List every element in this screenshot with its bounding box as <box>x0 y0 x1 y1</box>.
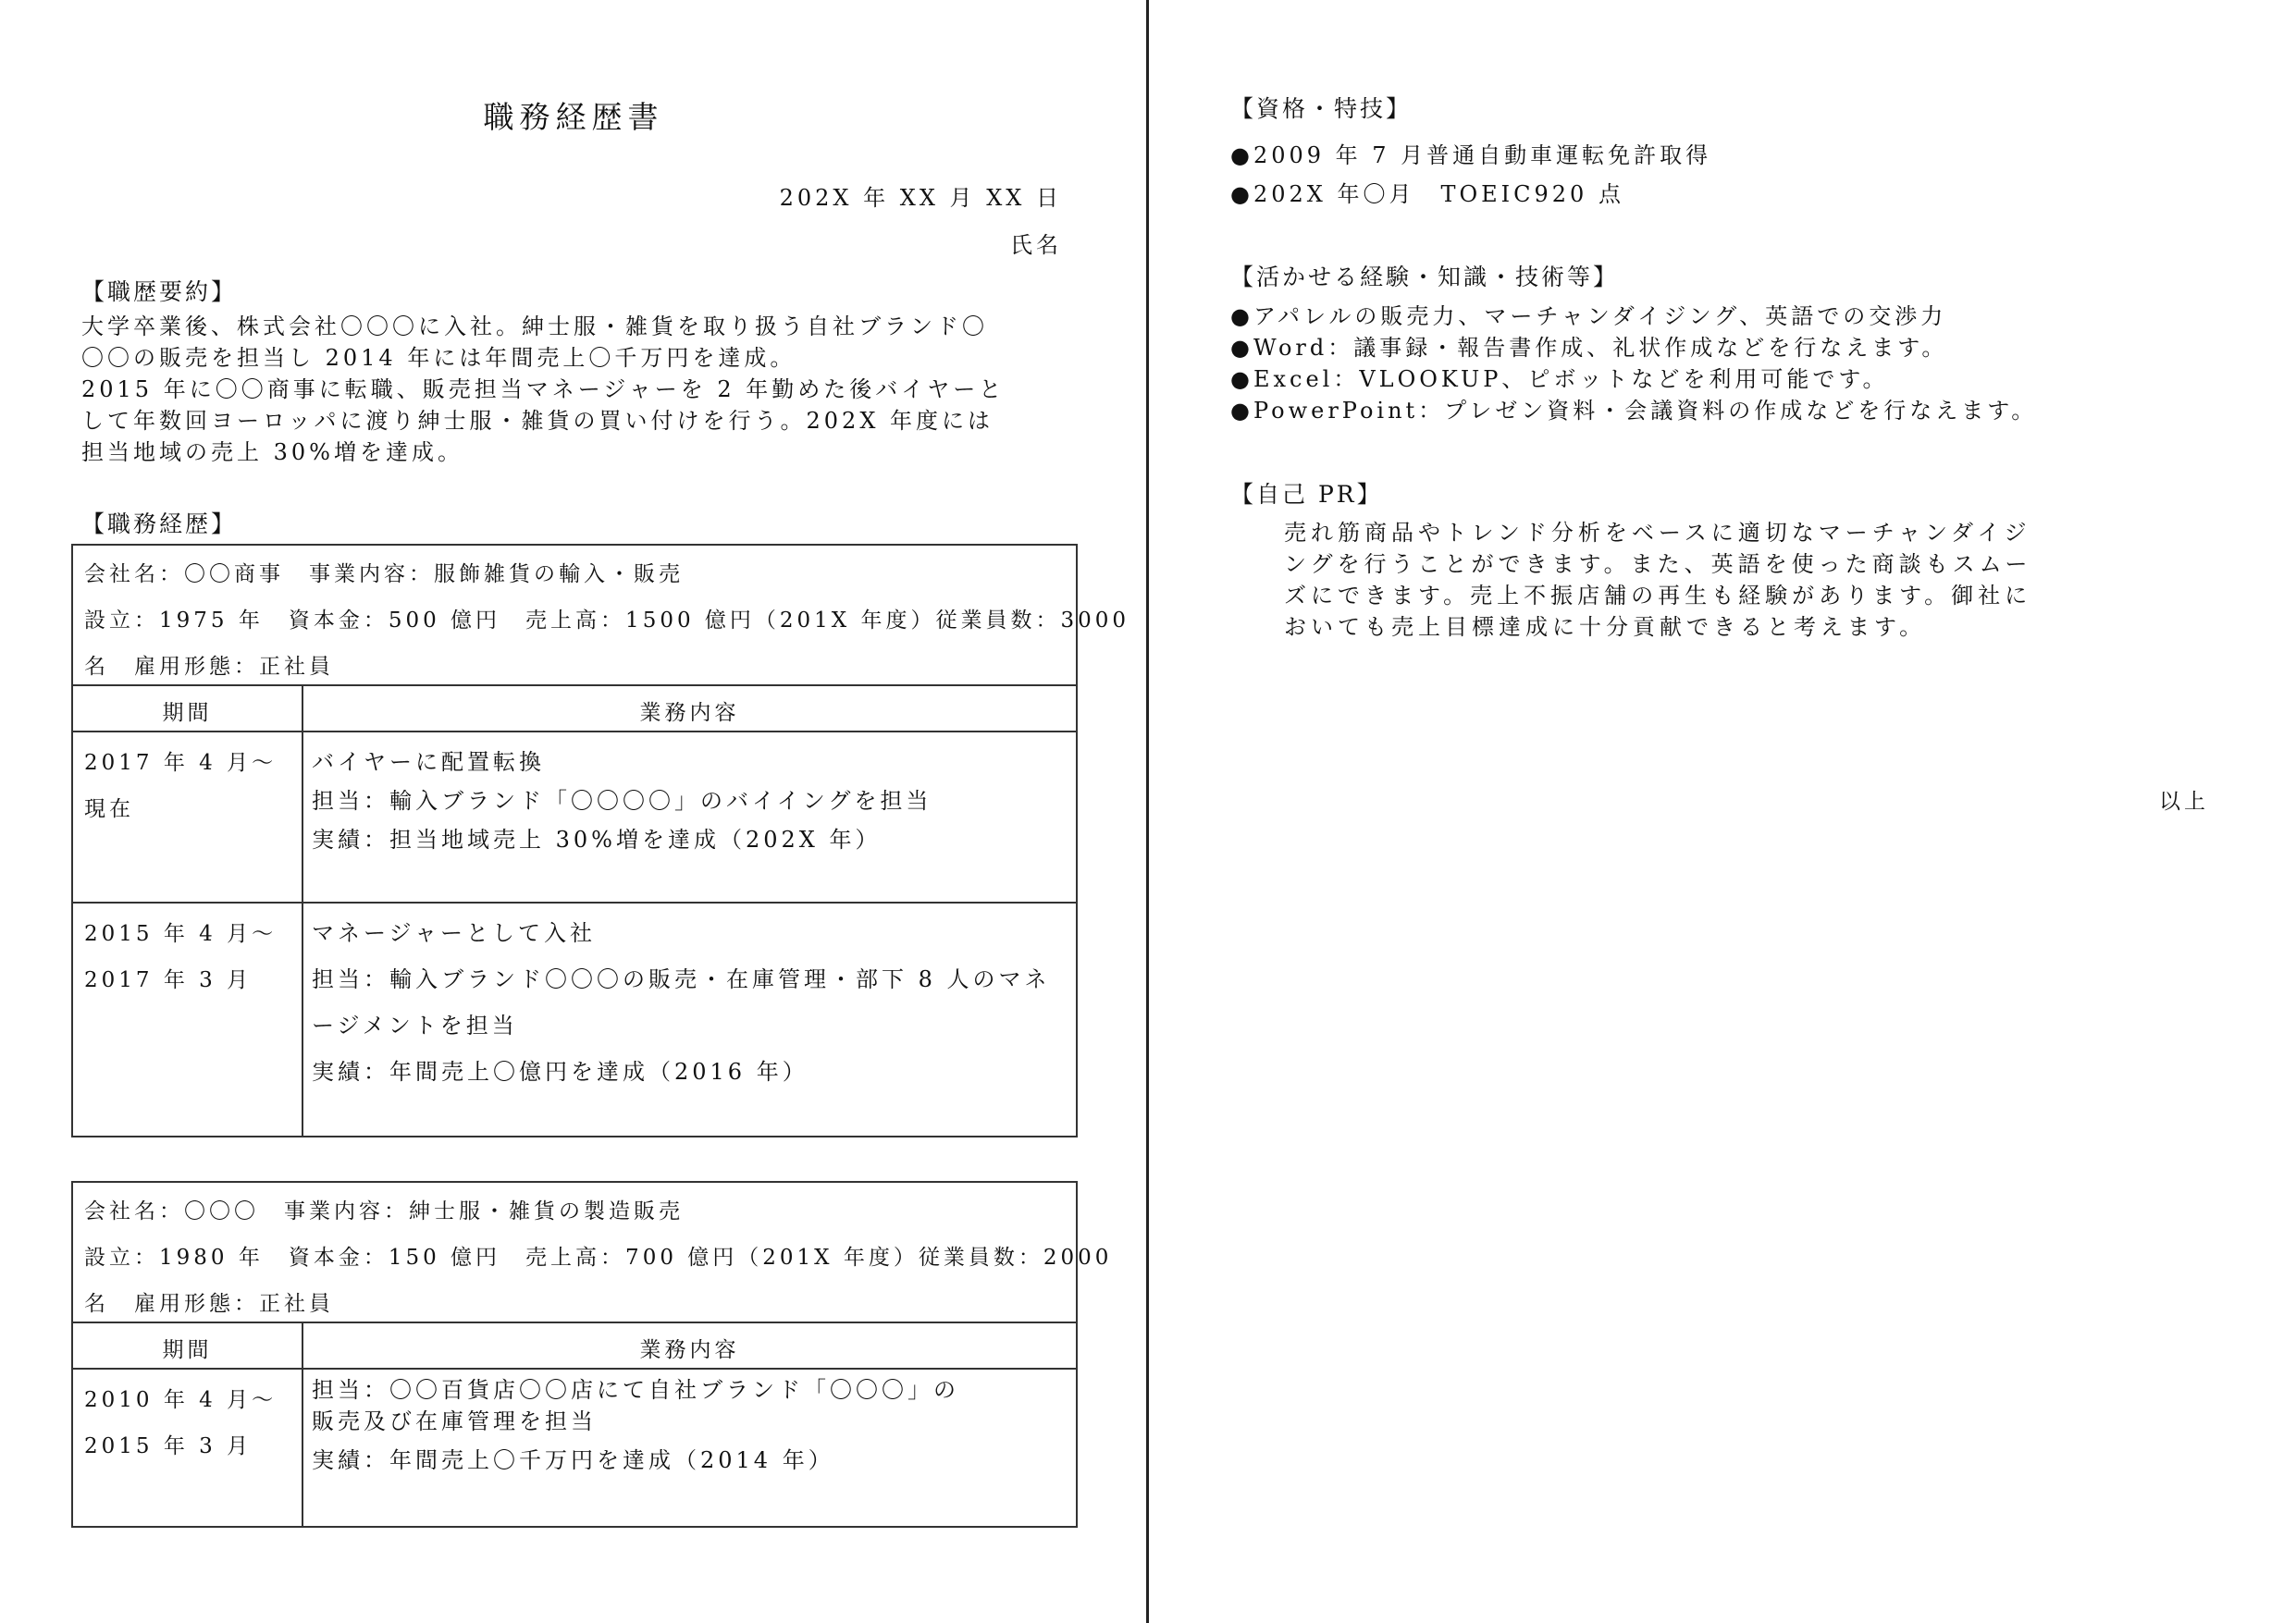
period-line: 2017 年 4 月～ <box>84 751 278 775</box>
skill-item: ●Excel：VLOOKUP、ピボットなどを利用可能です。 <box>1230 366 1889 392</box>
period-line: 2010 年 4 月～ <box>84 1388 278 1412</box>
content-line: 実績：年間売上〇千万円を達成（2014 年） <box>312 1447 834 1473</box>
period-header: 期間 <box>162 701 213 725</box>
period-header: 期間 <box>162 1338 213 1362</box>
content-line: マネージャーとして入社 <box>312 920 597 946</box>
summary-line: 〇〇の販売を担当し 2014 年には年間売上〇千万円を達成。 <box>81 345 796 371</box>
table-divider <box>73 731 1076 732</box>
content-header: 業務内容 <box>639 1338 740 1362</box>
company-info-line: 名 雇用形態：正社員 <box>84 655 334 679</box>
content-line: 販売及び在庫管理を担当 <box>312 1408 597 1434</box>
qualification-item: ●2009 年 7 月普通自動車運転免許取得 <box>1230 142 1712 168</box>
column-divider <box>302 684 303 1136</box>
period-line: 2017 年 3 月 <box>84 968 253 992</box>
company-info-line: 会社名：〇〇〇 事業内容：紳士服・雑貨の製造販売 <box>84 1199 684 1223</box>
company-info-line: 名 雇用形態：正社員 <box>84 1292 334 1316</box>
document-title: 職務経歴書 <box>483 99 664 135</box>
summary-paragraph <box>81 311 1062 468</box>
name-label: 氏名 <box>1010 232 1062 258</box>
skill-item: ●アパレルの販売力、マーチャンダイジング、英語での交渉力 <box>1230 303 1947 329</box>
content-line: 担当：輸入ブランド「〇〇〇〇」のバイイングを担当 <box>312 788 932 814</box>
company-info-line: 設立：1980 年 資本金：150 億円 売上高：700 億円（201X 年度）従業員数：2000 <box>84 1246 1113 1270</box>
skill-item: ●PowerPoint：プレゼン資料・会議資料の作成などを行なえます。 <box>1230 398 2038 424</box>
content-line: 担当：〇〇百貨店〇〇店にて自社ブランド「〇〇〇」の <box>312 1377 959 1403</box>
table-divider <box>73 1368 1076 1370</box>
summary-line: して年数回ヨーロッパに渡り紳士服・雑貨の買い付けを行う。202X 年度には <box>81 408 994 434</box>
period-line: 現在 <box>84 797 134 821</box>
company-info-line: 設立：1975 年 資本金：500 億円 売上高：1500 億円（201X 年度）従業員数：3000 <box>84 609 1130 633</box>
qualification-item: ●202X 年〇月 TOEIC920 点 <box>1230 181 1624 207</box>
table-divider <box>73 1322 1076 1323</box>
content-header: 業務内容 <box>639 701 740 725</box>
self-pr-line: ズにできます。売上不振店舗の再生も経験があります。御社に <box>1284 583 2032 609</box>
document-date: 202X 年 XX 月 XX 日 <box>779 185 1062 211</box>
career-heading: 【職務経歴】 <box>81 510 238 537</box>
left-page <box>0 0 1147 1623</box>
company-table <box>71 544 1130 1137</box>
self-pr-line: おいても売上目標達成に十分貢献できると考えます。 <box>1284 614 1927 640</box>
content-line: バイヤーに配置転換 <box>312 749 545 775</box>
skills-heading: 【活かせる経験・知識・技術等】 <box>1230 264 1620 290</box>
table-divider <box>73 902 1076 904</box>
content-line: 実績：担当地域売上 30%増を達成（202X 年） <box>312 827 882 853</box>
content-line: 実績：年間売上〇億円を達成（2016 年） <box>312 1059 809 1085</box>
self-pr-line: 売れ筋商品やトレンド分析をベースに適切なマーチャンダイジ <box>1284 520 2031 546</box>
self-pr-heading: 【自己 PR】 <box>1230 481 1383 508</box>
summary-line: 担当地域の売上 30%増を達成。 <box>81 439 463 465</box>
qualifications-heading: 【資格・特技】 <box>1230 95 1413 122</box>
table-divider <box>73 684 1076 686</box>
period-line: 2015 年 3 月 <box>84 1434 253 1458</box>
summary-line: 2015 年に〇〇商事に転職、販売担当マネージャーを 2 年勤めた後バイヤーと <box>81 376 1006 402</box>
closing-text: 以上 <box>2159 790 2209 814</box>
company-info-line: 会社名：〇〇商事 事業内容：服飾雑貨の輸入・販売 <box>84 562 684 586</box>
skill-item: ●Word：議事録・報告書作成、礼状作成などを行なえます。 <box>1230 335 1948 361</box>
period-line: 2015 年 4 月～ <box>84 922 278 946</box>
company-table <box>71 1181 1113 1528</box>
content-line: ージメントを担当 <box>312 1013 518 1039</box>
summary-heading: 【職歴要約】 <box>81 278 238 305</box>
content-line: 担当：輸入ブランド〇〇〇の販売・在庫管理・部下 8 人のマネ <box>312 966 1051 992</box>
summary-line: 大学卒業後、株式会社〇〇〇に入社。紳士服・雑貨を取り扱う自社ブランド〇 <box>81 314 988 339</box>
self-pr-line: ングを行うことができます。また、英語を使った商談もスムー <box>1284 551 2032 577</box>
page-divider <box>1146 0 1149 1623</box>
column-divider <box>302 1322 303 1526</box>
